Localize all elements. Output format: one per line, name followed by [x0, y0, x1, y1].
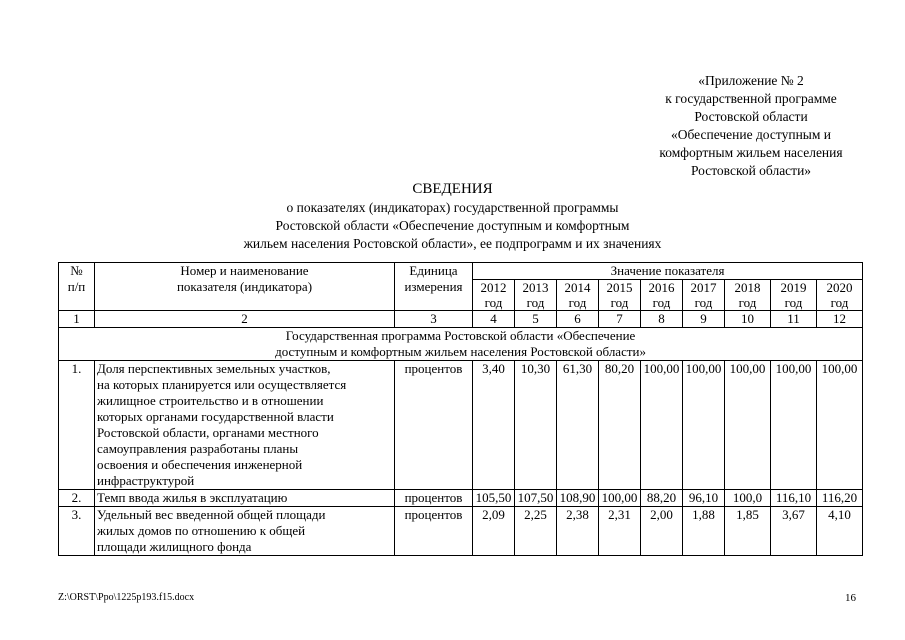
row-unit: процентов [395, 507, 473, 556]
row-name-line: освоения и обеспечения инженерной [97, 457, 303, 472]
row-name-line: инфраструктурой [97, 473, 195, 488]
row-name [95, 507, 395, 556]
year-suffix: год [610, 295, 629, 310]
row-value: 100,00 [683, 361, 725, 490]
column-number: 5 [515, 311, 557, 328]
row-value: 108,90 [557, 490, 599, 507]
year-label: 2019 [780, 280, 807, 295]
row-value: 3,40 [473, 361, 515, 490]
row-name-line: жилых домов по отношению к общей [97, 523, 306, 538]
row-value: 4,10 [817, 507, 863, 556]
header-name [95, 263, 395, 311]
row-name-line: Темп ввода жилья в эксплуатацию [97, 490, 288, 505]
year-label: 2012 [480, 280, 507, 295]
title-line: жильем населения Ростовской области», ее подпрограмм и их значениях [243, 236, 662, 251]
row-value: 10,30 [515, 361, 557, 490]
header-num-line2: п/п [67, 279, 86, 294]
appendix-line: «Обеспечение доступным и [670, 127, 832, 142]
row-value: 100,00 [817, 361, 863, 490]
year-label: 2020 [826, 280, 853, 295]
header-num-line1: № [70, 263, 83, 278]
header-year [817, 280, 863, 311]
table-row [59, 490, 863, 507]
row-value: 3,67 [771, 507, 817, 556]
year-suffix: год [568, 295, 587, 310]
header-year [473, 280, 515, 311]
header-name-line1: Номер и наименование [180, 263, 309, 278]
row-unit: процентов [395, 361, 473, 490]
row-name-line: самоуправления разработаны планы [97, 441, 299, 456]
column-number: 12 [817, 311, 863, 328]
column-number: 10 [725, 311, 771, 328]
section-line: Государственная программа Ростовской области «Обеспечение [285, 328, 636, 343]
section-row [59, 328, 863, 361]
indicators-table [58, 262, 863, 556]
row-name-line: Ростовской области, органами местного [97, 425, 319, 440]
row-value: 100,0 [725, 490, 771, 507]
row-num: 1. [59, 361, 95, 490]
header-num [59, 263, 95, 311]
row-name [95, 361, 395, 490]
appendix-line: «Приложение № 2 [698, 73, 804, 88]
section-title [59, 328, 863, 361]
year-suffix: год [738, 295, 757, 310]
column-number: 3 [395, 311, 473, 328]
year-label: 2013 [522, 280, 549, 295]
appendix-line: Ростовской области [694, 109, 808, 124]
header-year [599, 280, 641, 311]
row-num: 2. [59, 490, 95, 507]
year-label: 2015 [606, 280, 633, 295]
title-heading: СВЕДЕНИЯ [412, 181, 493, 197]
header-year [641, 280, 683, 311]
footer-page-number: 16 [845, 592, 856, 604]
column-number: 7 [599, 311, 641, 328]
year-suffix: год [652, 295, 671, 310]
row-name-line: на которых планируется или осуществляется [97, 377, 347, 392]
row-unit: процентов [395, 490, 473, 507]
year-label: 2017 [690, 280, 717, 295]
column-number: 8 [641, 311, 683, 328]
year-suffix: год [526, 295, 545, 310]
header-year [515, 280, 557, 311]
year-suffix: год [694, 295, 713, 310]
column-number: 2 [95, 311, 395, 328]
year-label: 2016 [648, 280, 675, 295]
row-value: 2,38 [557, 507, 599, 556]
row-value: 100,00 [599, 490, 641, 507]
header-unit-line2: измерения [404, 279, 463, 294]
row-name-line: Доля перспективных земельных участков, [97, 361, 331, 376]
row-value: 1,85 [725, 507, 771, 556]
row-value: 1,88 [683, 507, 725, 556]
header-unit-line1: Единица [409, 263, 458, 278]
table-row [59, 507, 863, 556]
row-value: 88,20 [641, 490, 683, 507]
row-value: 2,00 [641, 507, 683, 556]
row-name-line: жилищное строительство и в отношении [97, 393, 324, 408]
row-value: 100,00 [771, 361, 817, 490]
table-row [59, 361, 863, 490]
year-label: 2014 [564, 280, 591, 295]
section-line: доступным и комфортным жильем населения Ростовской области» [275, 344, 646, 359]
appendix-line: комфортным жильем населения [659, 145, 843, 160]
column-number: 6 [557, 311, 599, 328]
header-year [725, 280, 771, 311]
column-number: 1 [59, 311, 95, 328]
row-value: 116,20 [817, 490, 863, 507]
column-number: 4 [473, 311, 515, 328]
header-values-group: Значение показателя [473, 263, 863, 280]
row-value: 2,25 [515, 507, 557, 556]
appendix-line: Ростовской области» [690, 163, 812, 178]
row-value: 100,00 [725, 361, 771, 490]
row-value: 105,50 [473, 490, 515, 507]
row-name-line: Удельный вес введенной общей площади [97, 507, 326, 522]
appendix-note [620, 72, 882, 180]
header-year [557, 280, 599, 311]
title-line: о показателях (индикаторах) государственной программы [286, 200, 619, 215]
row-value: 2,09 [473, 507, 515, 556]
row-value: 61,30 [557, 361, 599, 490]
row-value: 80,20 [599, 361, 641, 490]
row-name-line: которых органами государственной власти [97, 409, 334, 424]
year-suffix: год [784, 295, 803, 310]
row-name-line: площади жилищного фонда [97, 539, 252, 554]
row-value: 100,00 [641, 361, 683, 490]
header-name-line2: показателя (индикатора) [176, 279, 313, 294]
footer-file-path: Z:\ORST\Ppo\1225p193.f15.docx [58, 592, 195, 603]
column-number: 9 [683, 311, 725, 328]
header-year [683, 280, 725, 311]
title-line: Ростовской области «Обеспечение доступным и комфортным [275, 218, 630, 233]
row-value: 2,31 [599, 507, 641, 556]
year-suffix: год [484, 295, 503, 310]
row-value: 96,10 [683, 490, 725, 507]
row-value: 107,50 [515, 490, 557, 507]
year-suffix: год [830, 295, 849, 310]
row-num: 3. [59, 507, 95, 556]
appendix-line: к государственной программе [665, 91, 837, 106]
header-row-1 [59, 263, 863, 280]
row-value: 116,10 [771, 490, 817, 507]
column-number-row [59, 311, 863, 328]
header-year [771, 280, 817, 311]
year-label: 2018 [734, 280, 761, 295]
header-unit [395, 263, 473, 311]
row-name [95, 490, 395, 507]
document-title [0, 180, 905, 253]
column-number: 11 [771, 311, 817, 328]
